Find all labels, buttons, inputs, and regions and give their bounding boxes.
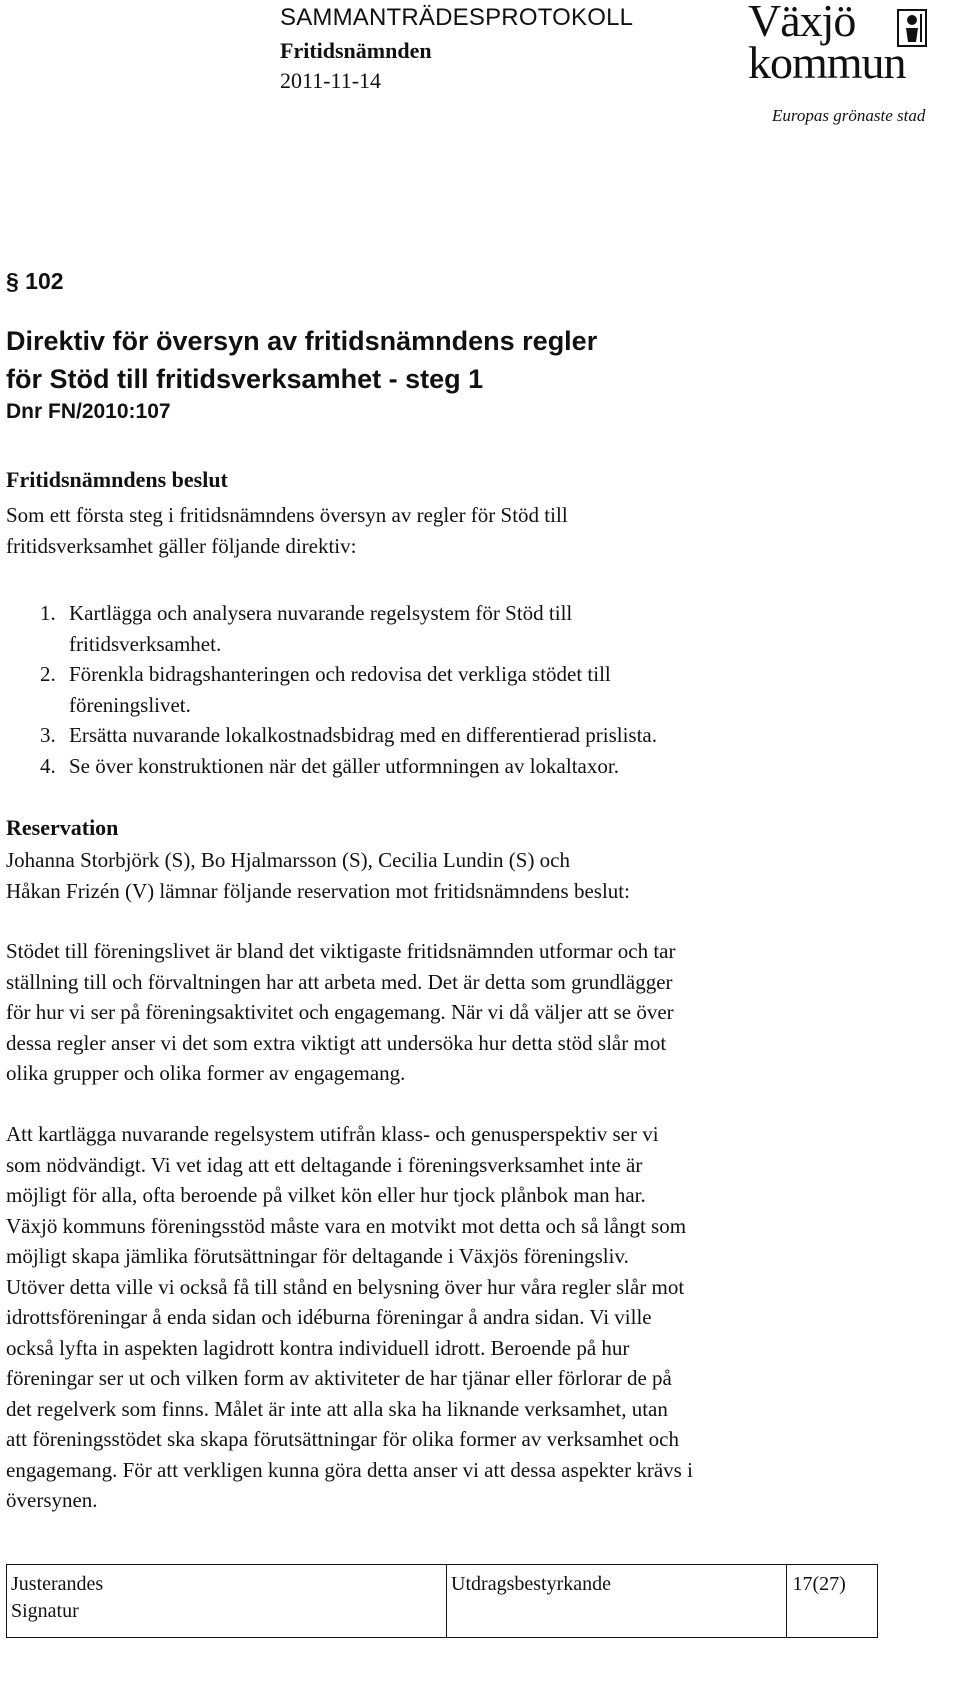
signatur-label: Signatur [11, 1600, 79, 1622]
text-line: fritidsverksamhet gäller följande direktiv: [6, 533, 357, 558]
text-line: Stödet till föreningslivet är bland det viktigaste fritidsnämnden utformar och tar [6, 939, 676, 963]
text-line: engagemang. För att verkligen kunna göra detta anser vi att dessa aspekter krävs i [6, 1457, 693, 1482]
text-line: olika grupper och olika former av engagemang. [6, 1061, 406, 1085]
text-line: översynen. [6, 1488, 98, 1512]
justerandes-signatur-cell [7, 1565, 447, 1638]
text-line: ställning till och förvaltningen har att arbeta med. Det är detta som grundlägger [6, 969, 673, 994]
text-line: föreningar ser ut och vilken form av aktiviteter de har tjänar eller förlorar de på [6, 1366, 672, 1390]
text-line: att föreningsstödet ska skapa förutsättningar för olika former av verksamhet och [6, 1427, 679, 1451]
board-name: Fritidsnämnden [280, 38, 432, 63]
text-line: möjligt för alla, ofta beroende på vilket kön eller hur tjock plånbok man har. [6, 1183, 646, 1207]
page-number: 17(27) [792, 1573, 846, 1595]
decision-heading: Fritidsnämndens beslut [6, 467, 228, 492]
vaxjo-kommun-logo [748, 2, 960, 132]
text-line: Se över konstruktionen när det gäller utformningen av lokaltaxor. [69, 753, 619, 778]
signature-footer [6, 1564, 878, 1638]
section-title-line1: Direktiv för översyn av fritidsnämndens regler [6, 326, 598, 356]
protocol-title: SAMMANTRÄDESPROTOKOLL [280, 4, 634, 31]
decision-intro [6, 500, 886, 561]
section-title-line2: för Stöd till fritidsverksamhet - steg 1 [6, 364, 484, 394]
crest-icon [892, 6, 932, 50]
text-line: föreningslivet. [69, 692, 191, 717]
text-line: Att kartlägga nuvarande regelsystem utifrån klass- och genusperspektiv ser vi [6, 1122, 659, 1146]
text-line: Ersätta nuvarande lokalkostnadsbidrag med en differentierad prislista. [69, 723, 657, 747]
paragraph-number: § 102 [6, 268, 64, 294]
diary-number: Dnr FN/2010:107 [6, 400, 171, 423]
list-item [40, 720, 860, 751]
text-line: idrottsföreningar å enda sidan och idéburna föreningar å andra sidan. Vi ville [6, 1305, 652, 1329]
logo-tagline: Europas grönaste stad [772, 106, 926, 125]
footer-table [6, 1564, 878, 1638]
logo-text-vaxjo: Växjö [748, 0, 856, 46]
text-line: möjligt skapa jämlika förutsättningar för deltagande i Växjös föreningsliv. [6, 1244, 629, 1268]
utdragsbestyrkande-cell [447, 1565, 786, 1638]
text-line: Som ett första steg i fritidsnämndens översyn av regler för Stöd till [6, 503, 568, 527]
list-item [40, 751, 860, 782]
text-line: som nödvändigt. Vi vet idag att ett deltagande i föreningsverksamhet inte är [6, 1152, 643, 1177]
meeting-date: 2011-11-14 [280, 68, 382, 93]
text-line: det regelverk som finns. Målet är inte att alla ska ha liknande verksamhet, utan [6, 1396, 668, 1421]
reservation-heading: Reservation [6, 815, 119, 840]
list-item [40, 598, 860, 659]
list-item [40, 659, 860, 720]
justerandes-label: Justerandes [11, 1573, 104, 1595]
list-number: 3. [40, 723, 56, 747]
reservation-intro [6, 845, 886, 906]
directive-list [40, 598, 860, 781]
text-line: Utöver detta ville vi också få till stånd en belysning över hur våra regler slår mot [6, 1274, 685, 1299]
page-number-cell [786, 1565, 878, 1638]
reservation-paragraph-2 [6, 1119, 886, 1516]
text-line: Förenkla bidragshanteringen och redovisa det verkliga stödet till [69, 662, 611, 686]
text-line: för hur vi ser på föreningsaktivitet och engagemang. När vi då väljer att se över [6, 1000, 674, 1024]
text-line: Johanna Storbjörk (S), Bo Hjalmarsson (S), Cecilia Lundin (S) och [6, 848, 571, 872]
text-line: Kartlägga och analysera nuvarande regelsystem för Stöd till [69, 601, 573, 625]
text-line: Växjö kommuns föreningsstöd måste vara en motvikt mot detta och så långt som [6, 1213, 687, 1238]
list-number: 1. [40, 601, 56, 625]
text-line: Håkan Frizén (V) lämnar följande reservation mot fritidsnämndens beslut: [6, 878, 630, 903]
reservation-paragraph-1 [6, 936, 886, 1089]
text-line: dessa regler anser vi det som extra viktigt att undersöka hur detta stöd slår mot [6, 1030, 667, 1055]
list-number: 4. [40, 753, 56, 778]
logo-text-kommun: kommun [748, 37, 906, 88]
utdragsbestyrkande-label: Utdragsbestyrkande [451, 1573, 611, 1595]
text-line: fritidsverksamhet. [69, 631, 222, 656]
list-number: 2. [40, 662, 56, 686]
text-line: också lyfta in aspekten lagidrott kontra individuell idrott. Beroende på hur [6, 1335, 630, 1360]
